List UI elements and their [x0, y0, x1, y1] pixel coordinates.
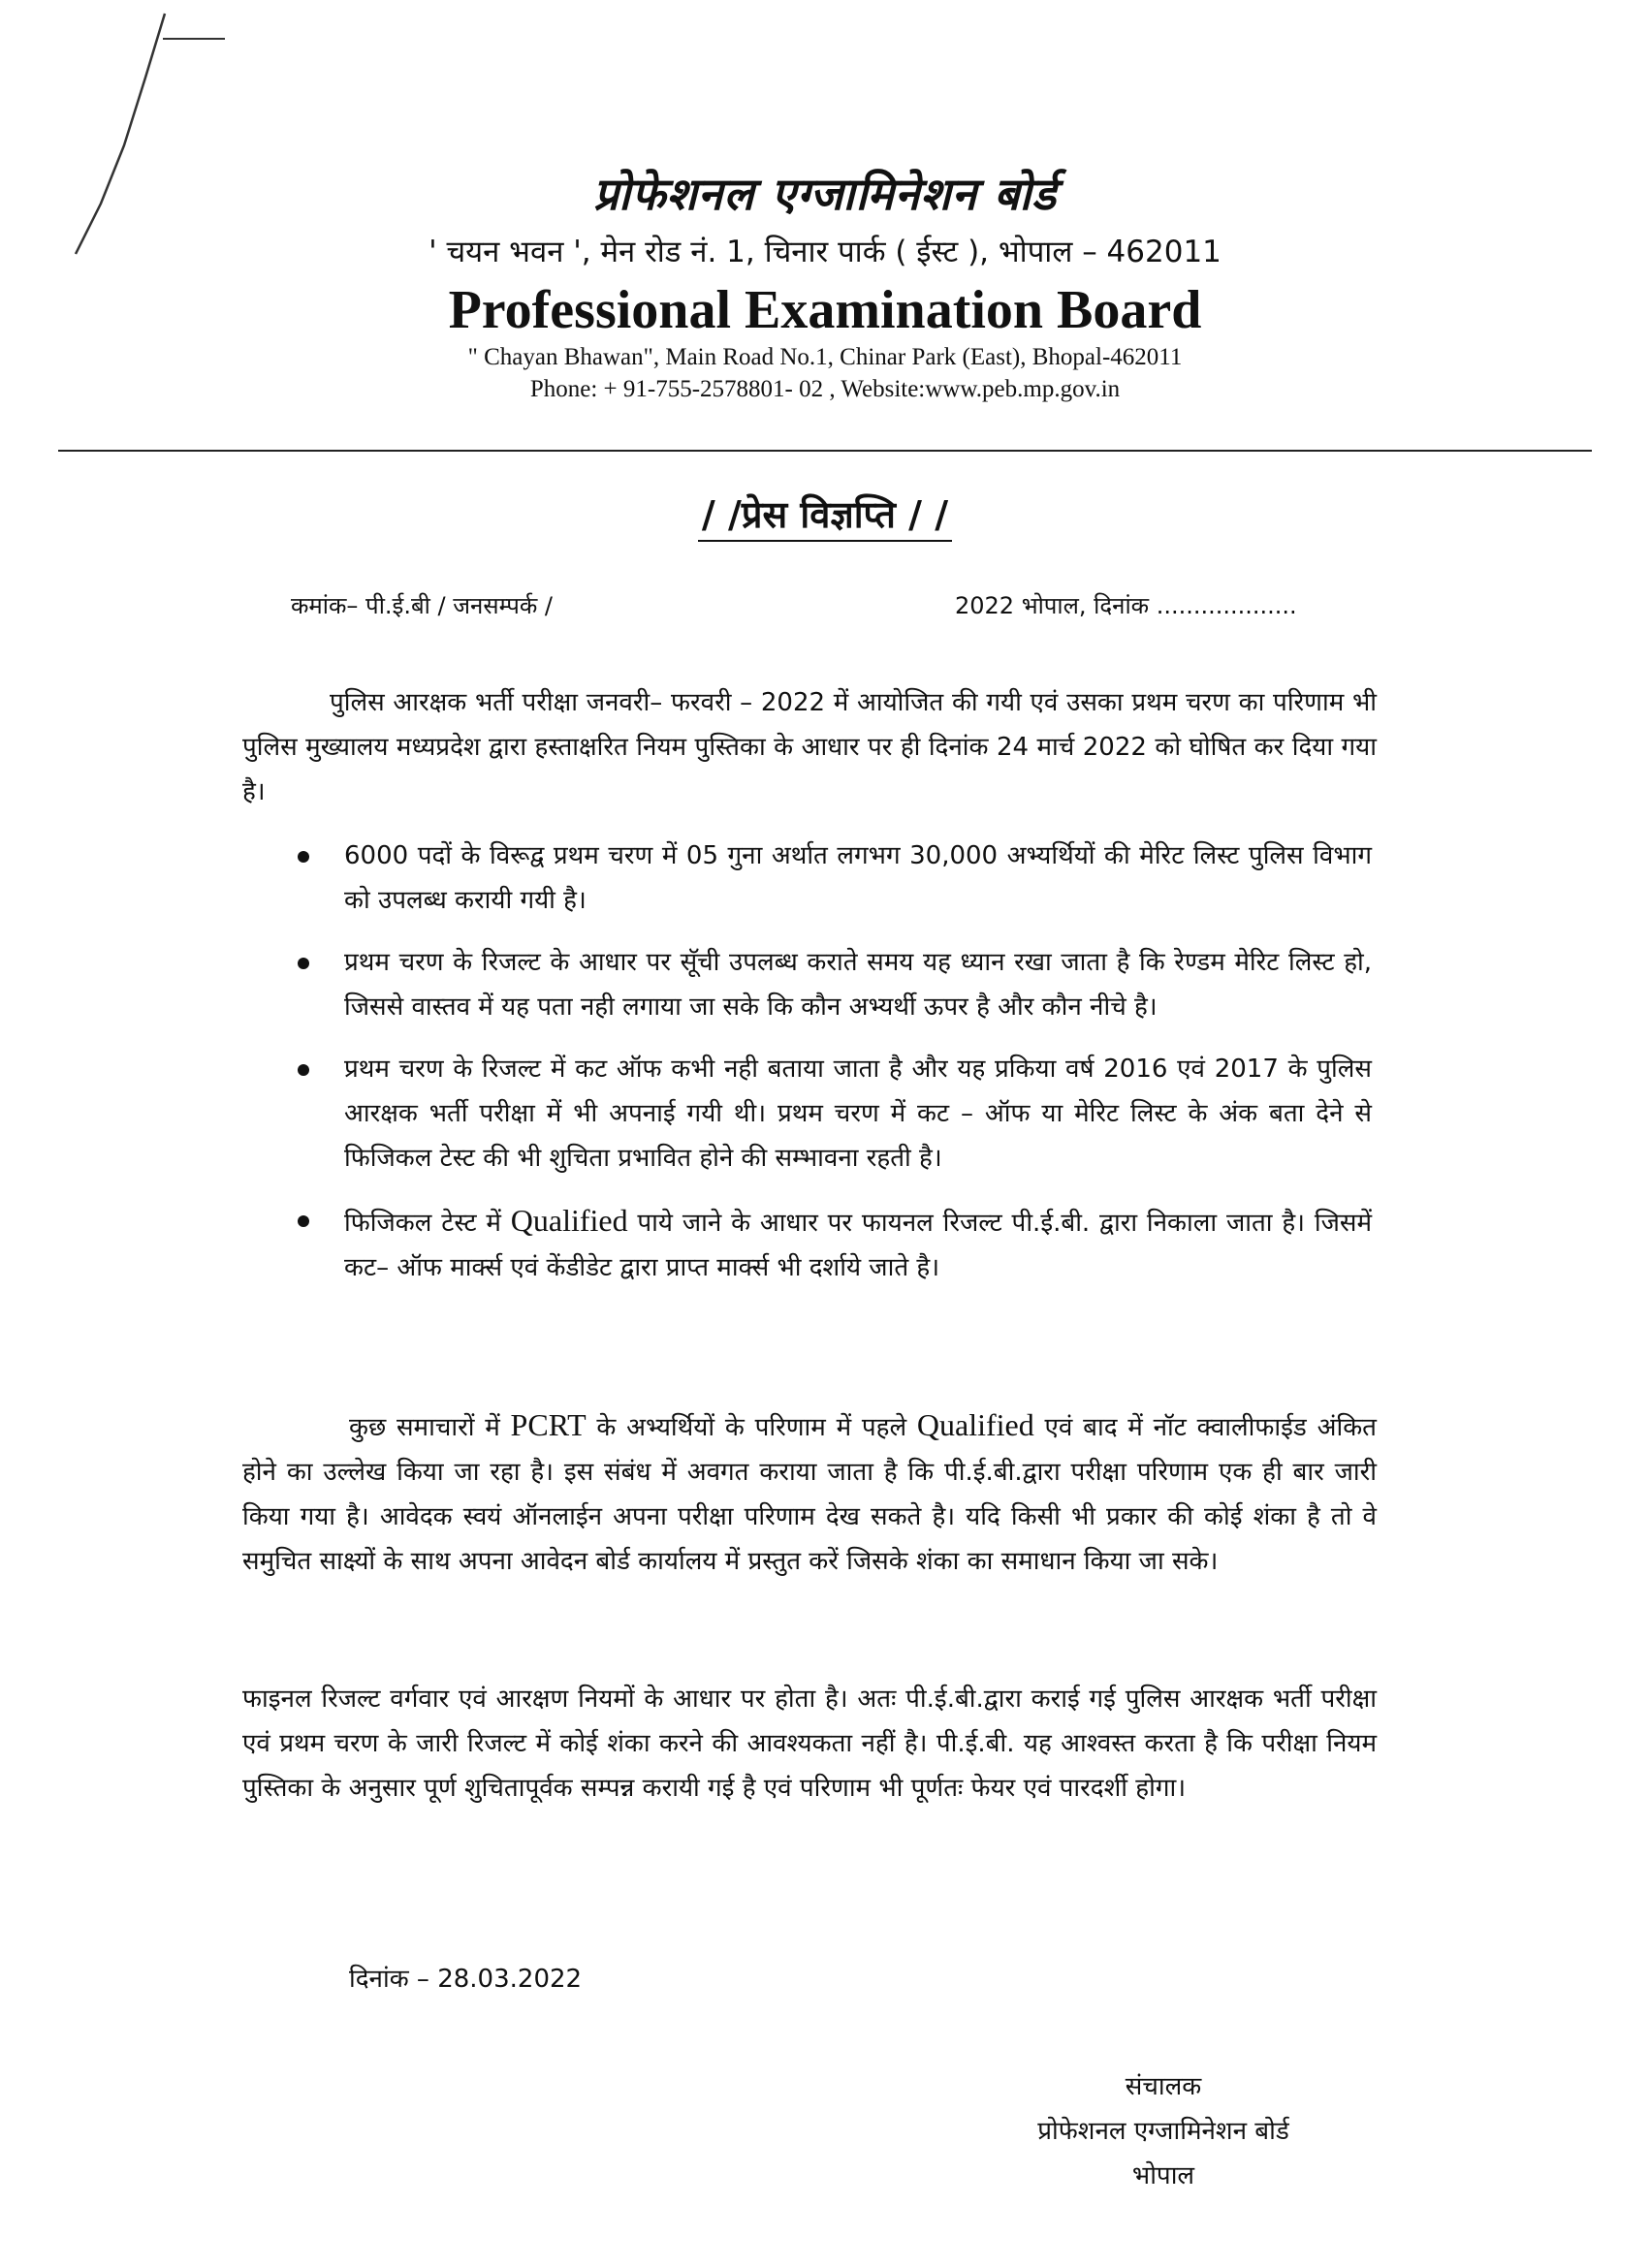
reference-date: 2022 भोपाल, दिनांक ................... [955, 592, 1297, 619]
signatory-organization: प्रोफेशनल एग्जामिनेशन बोर्ड [1037, 2117, 1289, 2146]
bullet-text-latin: Qualified [510, 1203, 628, 1238]
english-address: " Chayan Bhawan", Main Road No.1, Chinar Park (East), Bhopal-462011 [467, 344, 1183, 370]
english-board-title: Professional Examination Board [448, 280, 1202, 340]
bullet-list [344, 834, 1372, 1307]
list-item [344, 1047, 1372, 1181]
bullet-icon [298, 851, 309, 863]
list-item [344, 1198, 1372, 1290]
bullet-text-before: फिजिकल टेस्ट में [344, 1209, 511, 1238]
signature-block [921, 2064, 1406, 2198]
bullet-icon [298, 1064, 309, 1076]
para2-part2: के अभ्यर्थियों के परिणाम में पहले [586, 1413, 917, 1442]
bullet-icon [298, 958, 309, 969]
press-release-heading-text: / /प्रेस विज्ञप्ति / / [698, 493, 952, 542]
press-release-heading [0, 488, 1650, 539]
bullet-text: 6000 पदों के विरूद्व प्रथम चरण में 05 गुना अर्थात लगभग 30,000 अभ्यर्थियों की मेरिट लिस्ट पुलिस विभाग को उपलब्ध करायी गयी है। [344, 841, 1372, 915]
para2-part3: एवं बाद में नॉट क्वालीफाईड अंकित होने का उल्लेख किया जा रहा है। इस संबंध में अवगत कराया जाता है कि पी.ई.बी.द्वारा परीक्षा परिणाम एक ही बार जारी किया गया है। आवेदक स्वयं ऑनलाईन अपना परीक्षा परिणाम देख सकते है। यदि किसी भी प्रकार की कोई शंका है तो वे समुचित साक्ष्यों के साथ अपना आवेदन बोर्ड कार्यालय में प्रस्तुत करें जिसके शंका का समाधान किया जा सके। [242, 1413, 1377, 1576]
bullet-text: प्रथम चरण के रिजल्ट में कट ऑफ कभी नही बताया जाता है और यह प्रकिया वर्ष 2016 एवं 2017 के पुलिस आरक्षक भर्ती परीक्षा में भी अपनाई गयी थी। प्रथम चरण में कट – ऑफ या मेरिट लिस्ट के अंक बता देने से फिजिकल टेस्ट की भी शुचिता प्रभावित होने की सम्भावना रहती है। [344, 1055, 1372, 1173]
hindi-address: ' चयन भवन ', मेन रोड नं. 1, चिनार पार्क ( ईस्ट ), भोपाल – 462011 [428, 235, 1222, 269]
paragraph-clarification [242, 1402, 1377, 1584]
paragraph-intro: पुलिस आरक्षक भर्ती परीक्षा जनवरी– फरवरी – 2022 में आयोजित की गयी एवं उसका प्रथम चरण का परिणाम भी पुलिस मुख्यालय मध्यप्रदेश द्वारा हस्ताक्षरित नियम पुस्तिका के आधार पर ही दिनांक 24 मार्च 2022 को घोषित कर दिया गया है। [242, 688, 1377, 806]
para2-latin2: Qualified [916, 1407, 1034, 1442]
reference-number: कमांक– पी.ई.बी / जनसम्पर्क / [291, 592, 554, 619]
header-divider [58, 450, 1592, 452]
bullet-text: प्रथम चरण के रिजल्ट के आधार पर सूॅची उपलब्ध कराते समय यह ध्यान रखा जाता है कि रेण्डम मेरिट लिस्ट हो, जिससे वास्तव में यह पता नही लगाया जा सके कि कौन अभ्यर्थी ऊपर है और कौन नीचे है। [344, 948, 1372, 1022]
para2-part1: कुछ समाचारों में [349, 1413, 511, 1442]
para2-latin1: PCRT [510, 1407, 587, 1442]
list-item [344, 834, 1372, 923]
phone-website: Phone: + 91-755-2578801- 02 , Website:www.peb.mp.gov.in [529, 376, 1121, 402]
bullet-text-after: पाये जाने के आधार पर फायनल रिजल्ट पी.ई.बी. द्वारा निकाला जाता है। जिसमें कट– ऑफ मार्क्स एवं केंडीडेट द्वारा प्राप्त मार्क्स भी दर्शाये जाते है। [344, 1209, 1372, 1282]
list-item [344, 940, 1372, 1029]
issue-date: दिनांक – 28.03.2022 [349, 1965, 583, 1994]
signatory-title: संचालक [1125, 2072, 1202, 2101]
bullet-icon [298, 1215, 309, 1227]
signatory-location: भोपाल [1131, 2161, 1195, 2190]
hindi-board-title: प्रोफेशनल एग्जामिनेशन बोर्ड [592, 168, 1058, 220]
paragraph-final-result: फाइनल रिजल्ट वर्गवार एवं आरक्षण नियमों के आधार पर होता है। अतः पी.ई.बी.द्वारा कराई गई पुलिस आरक्षक भर्ती परीक्षा एवं प्रथम चरण के जारी रिजल्ट में कोई शंका करने की आवश्यकता नहीं है। पी.ई.बी. यह आश्वस्त करता है कि परीक्षा नियम पुस्तिका के अनुसार पूर्ण शुचितापूर्वक सम्पन्न करायी गई है एवं परिणाम भी पूर्णतः फेयर एवं पारदर्शी होगा। [242, 1685, 1377, 1803]
